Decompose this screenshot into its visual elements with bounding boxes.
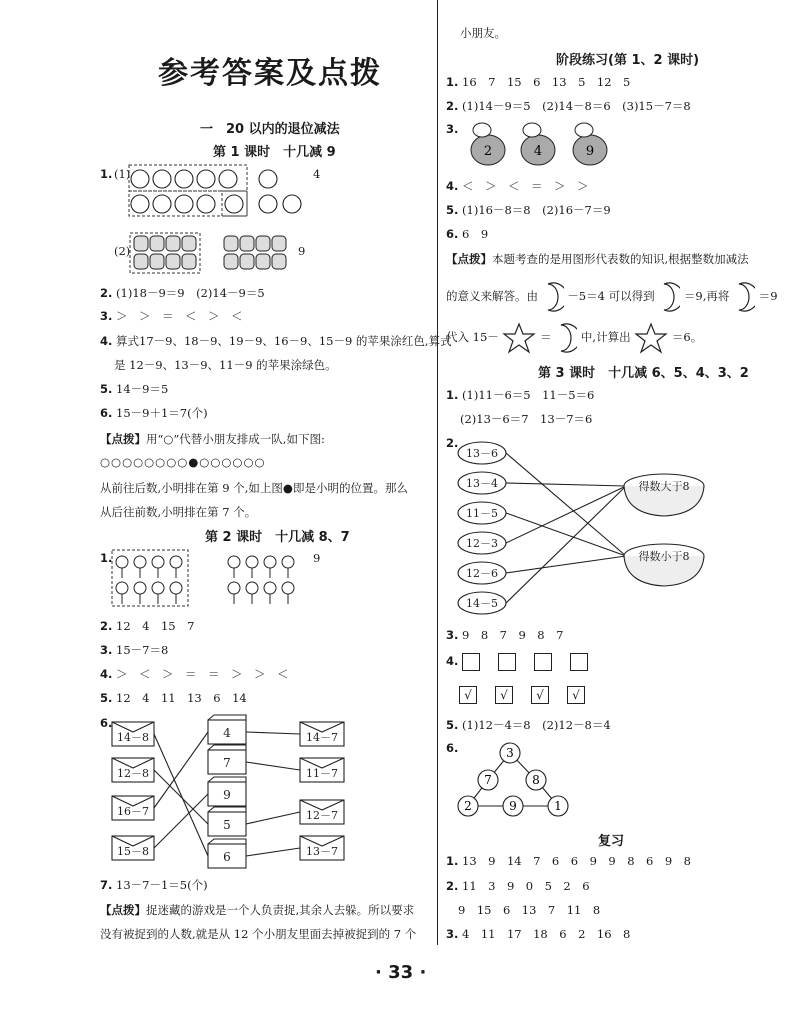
- lesson3-heading: 第 3 课时 十几减 6、5、4、3、2: [538, 366, 749, 381]
- rt-q1-text: 16 7 15 6 13 5 12 5: [462, 75, 631, 89]
- triangle-node: 2: [464, 799, 472, 813]
- l2-tip-text1: 捉迷藏的游戏是一个人负责捉,其余人去躲。所以要求: [146, 903, 415, 917]
- l2-q2: 2. 12 4 15 7: [100, 619, 195, 633]
- moon-icon: [658, 282, 680, 312]
- rt-tip-2a: 的意义来解答。由: [446, 289, 538, 303]
- tip-label-2: 【点拨】: [100, 903, 146, 917]
- rv-q1-text: 13 9 14 7 6 6 9 9 8 6 9 8: [462, 854, 691, 868]
- l1-tip-line2: 从前往后数,小明排在第 9 个,如上图●即是小明的位置。那么: [100, 481, 408, 495]
- rv-q2-line2: 9 15 6 13 7 11 8: [458, 903, 601, 917]
- apples-illustration: [126, 162, 316, 222]
- leaf-label: 13－4: [466, 477, 498, 490]
- leaf-label: 14－5: [466, 597, 498, 610]
- rt-q1: 1. 16 7 15 6 13 5 12 5: [446, 75, 631, 89]
- envelope-label: 16－7: [117, 805, 149, 818]
- box-label: 7: [223, 756, 231, 770]
- flowers-illustration: [110, 548, 310, 608]
- l2-q7: 7. 13－7－1＝5(个): [100, 878, 208, 892]
- l1-q4-line2: 是 12－9、13－9、11－9 的苹果涂绿色。: [114, 358, 337, 372]
- box-lid: [208, 715, 246, 720]
- l3-q1-line2: (2)13－6＝7 13－7＝6: [460, 412, 593, 426]
- l1-q1-number: 1.: [100, 167, 113, 181]
- leaf-label: 12－3: [466, 537, 498, 550]
- triangle-node: 1: [554, 799, 562, 813]
- leaf-label: 12－6: [466, 567, 498, 580]
- rt-tip-line1: [446, 251, 749, 267]
- rt-q3-number: 3.: [446, 122, 459, 136]
- l2-q5-text: 12 4 11 13 6 14: [116, 691, 247, 705]
- seed-value-3: 9: [585, 144, 595, 159]
- tip-label: 【点拨】: [100, 432, 146, 446]
- l1-q4-text1: 算式17－9、18－9、19－9、16－9、15－9 的苹果涂红色,算式: [116, 334, 452, 348]
- seeds-illustration: [450, 118, 620, 172]
- match-line: [506, 556, 626, 573]
- match-line: [246, 762, 300, 770]
- page-title: 参考答案及点拨: [158, 56, 382, 91]
- l1-q1b-label: (2): [114, 244, 131, 258]
- continuation-text: 小朋友。: [460, 26, 506, 40]
- box-lid: [208, 807, 246, 812]
- match-line: [246, 848, 300, 856]
- l2-tip-line1: [100, 902, 414, 918]
- leaf-label: 13－6: [466, 447, 498, 460]
- page-number: · 33 ·: [375, 962, 427, 983]
- rt-tip-2b: －5＝4 可以得到: [567, 289, 655, 303]
- box-label: 5: [223, 818, 231, 832]
- envelope-label: 12－8: [117, 767, 149, 780]
- strawberries-illustration: [128, 231, 288, 275]
- rv-q2-text1: 11 3 9 0 5 2 6: [462, 879, 590, 893]
- triangle-node: 7: [484, 773, 492, 787]
- star-icon: [502, 322, 536, 354]
- triangle-node: 3: [506, 746, 514, 760]
- rt-tip-3c: 中,计算出: [580, 330, 631, 344]
- l1-q6: 6. 15－9＋1＝7(个): [100, 406, 208, 420]
- match-line: [506, 453, 626, 556]
- l2-q6-number: 6.: [100, 716, 113, 730]
- match-line: [246, 732, 300, 734]
- empty-box: [498, 653, 516, 671]
- number-triangle: [450, 740, 580, 822]
- moon-icon: [555, 323, 577, 353]
- l1-q2-text: (1)18－9＝9 (2)14－9＝5: [116, 286, 265, 300]
- rt-tip-text1: 本题考查的是用图形代表数的知识,根据整数加减法: [492, 252, 749, 266]
- l2-q4: 4. ＞ ＜ ＞ ＝ ＝ ＞ ＞ ＜: [100, 667, 289, 681]
- unit-heading: 一 20 以内的退位减法: [200, 122, 340, 137]
- box-label: 9: [223, 788, 231, 802]
- l1-tip-text1: 用“○”代替小朋友排成一队,如下图:: [146, 432, 325, 446]
- l3-q2-number: 2.: [446, 436, 459, 450]
- box-label: 4: [223, 726, 231, 740]
- rt-q4: 4. ＜ ＞ ＜ ＝ ＞ ＞: [446, 179, 589, 193]
- l3-q6-number: 6.: [446, 741, 459, 755]
- moon-icon: [542, 282, 564, 312]
- rt-q6: 6. 6 9: [446, 227, 489, 241]
- box-label: 6: [223, 850, 231, 864]
- envelope-label: 14－7: [306, 731, 338, 744]
- envelope-box-matching: [100, 712, 360, 870]
- l2-q7-text: 13－7－1＝5(个): [116, 878, 208, 892]
- l2-q2-text: 12 4 15 7: [116, 619, 195, 633]
- l2-tip-line2: 没有被捉到的人数,就是从 12 个小朋友里面去掉被捉到的 7 个: [100, 927, 417, 941]
- basket-label: 得数大于8: [638, 480, 690, 493]
- envelope-label: 13－7: [306, 845, 338, 858]
- rt-tip-line2: [446, 282, 778, 312]
- l1-q4-line1: 4. 算式17－9、18－9、19－9、16－9、15－9 的苹果涂红色,算式: [100, 334, 452, 348]
- box-lid: [208, 745, 246, 750]
- rt-tip-3d: ＝6。: [671, 330, 703, 344]
- check-box: √: [495, 686, 513, 704]
- match-line: [506, 486, 626, 603]
- box-lid: [208, 839, 246, 844]
- envelope-label: 14－8: [117, 731, 149, 744]
- rt-tip-3b: ＝: [540, 330, 552, 344]
- match-line: [246, 812, 300, 824]
- l3-q1-line1: 1. (1)11－6＝5 11－5＝6: [446, 388, 595, 402]
- tip-label-3: 【点拨】: [446, 252, 492, 266]
- lesson2-heading: 第 2 课时 十几减 8、7: [205, 530, 350, 545]
- rt-tip-2d: ＝9: [758, 289, 778, 303]
- l1-q2: 2. (1)18－9＝9 (2)14－9＝5: [100, 286, 265, 300]
- rv-q3-text: 4 11 17 18 6 2 16 8: [462, 927, 631, 941]
- l3-q1-text1: (1)11－6＝5 11－5＝6: [462, 388, 595, 402]
- l3-q3: 3. 9 8 7 9 8 7: [446, 628, 564, 642]
- triangle-node: 9: [509, 799, 517, 813]
- envelope-label: 15－8: [117, 845, 149, 858]
- l1-q3: 3. ＞ ＞ ＝ ＜ ＞ ＜: [100, 309, 243, 323]
- l1-tip-line3: 从后往前数,小明排在第 7 个。: [100, 505, 257, 519]
- l1-q1a-answer: 4: [313, 167, 321, 181]
- rv-q2-line1: 2. 11 3 9 0 5 2 6: [446, 879, 590, 893]
- page-number-value: 33: [388, 962, 414, 983]
- rv-q1: 1. 13 9 14 7 6 6 9 9 8 6 9 8: [446, 854, 691, 868]
- envelope-label: 11－7: [306, 767, 338, 780]
- match-line: [154, 734, 208, 856]
- check-box: √: [531, 686, 549, 704]
- l3-q3-text: 9 8 7 9 8 7: [462, 628, 564, 642]
- match-line: [506, 483, 626, 486]
- rt-q2: 2. (1)14－9＝5 (2)14－8＝6 (3)15－7＝8: [446, 99, 691, 113]
- l2-q3-text: 15－7＝8: [116, 643, 169, 657]
- rt-q2-text: (1)14－9＝5 (2)14－8＝6 (3)15－7＝8: [462, 99, 691, 113]
- l1-q1b-answer: 9: [298, 244, 306, 258]
- check-box: √: [459, 686, 477, 704]
- l1-q5-text: 14－9＝5: [116, 382, 169, 396]
- triangle-node: 8: [532, 773, 540, 787]
- empty-box: [534, 653, 552, 671]
- l3-q4-row1: 4.: [446, 653, 606, 671]
- star-icon: [634, 322, 668, 354]
- empty-box: [462, 653, 480, 671]
- moon-icon: [733, 282, 755, 312]
- l3-q5-text: (1)12－4＝8 (2)12－8＝4: [462, 718, 611, 732]
- l1-q3-text: ＞ ＞ ＝ ＜ ＞ ＜: [116, 309, 243, 323]
- rt-q5: 5. (1)16－8＝8 (2)16－7＝9: [446, 203, 611, 217]
- column-divider: [437, 0, 438, 945]
- rt-tip-line3: [446, 322, 702, 354]
- l1-q5: 5. 14－9＝5: [100, 382, 169, 396]
- basket-label: 得数小于8: [638, 550, 690, 563]
- l2-q4-text: ＞ ＜ ＞ ＝ ＝ ＞ ＞ ＜: [116, 667, 289, 681]
- review-heading: 复习: [598, 834, 625, 849]
- seed-value-1: 2: [483, 144, 493, 159]
- rt-q6-text: 6 9: [462, 227, 489, 241]
- envelope-label: 12－7: [306, 809, 338, 822]
- rt-q4-text: ＜ ＞ ＜ ＝ ＞ ＞: [462, 179, 589, 193]
- rt-q5-text: (1)16－8＝8 (2)16－7＝9: [462, 203, 611, 217]
- l1-q1a-label: (1): [114, 167, 131, 181]
- seed-value-2: 4: [533, 144, 543, 159]
- l1-q6-text: 15－9＋1＝7(个): [116, 406, 208, 420]
- empty-box: [570, 653, 588, 671]
- rv-q3: 3. 4 11 17 18 6 2 16 8: [446, 927, 631, 941]
- box-lid: [208, 777, 246, 782]
- basket-matching: [446, 436, 706, 616]
- lesson1-heading: 第 1 课时 十几减 9: [213, 145, 336, 160]
- l1-tip-line1: [100, 431, 325, 447]
- l2-q1-answer: 9: [313, 551, 321, 565]
- rt-tip-3a: 代入 15－: [446, 330, 499, 344]
- leaf-label: 11－5: [466, 507, 498, 520]
- l2-q3: 3. 15－7＝8: [100, 643, 169, 657]
- check-box: √: [567, 686, 585, 704]
- l3-q4-row2: [459, 686, 603, 704]
- l2-q5: 5. 12 4 11 13 6 14: [100, 691, 247, 705]
- stage-practice-heading: 阶段练习(第 1、2 课时): [556, 53, 700, 68]
- rt-tip-2c: ＝9,再将: [683, 289, 730, 303]
- l2-q1-number: 1.: [100, 551, 113, 565]
- queue-circles: ○○○○○○○○●○○○○○○: [100, 455, 266, 469]
- l3-q5: 5. (1)12－4＝8 (2)12－8＝4: [446, 718, 611, 732]
- match-line: [154, 794, 208, 848]
